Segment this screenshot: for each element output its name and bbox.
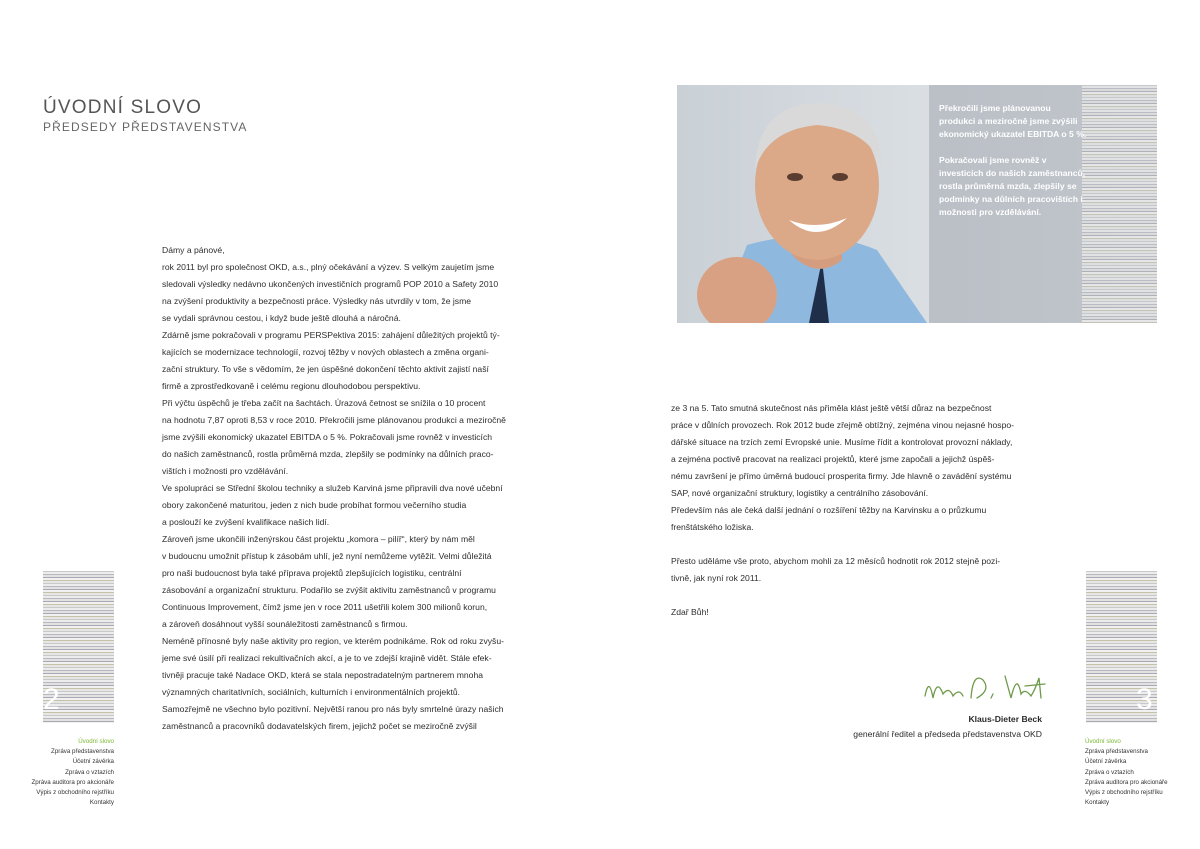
pull-quote xyxy=(939,102,1089,219)
body-line: pro naši budoucnost byla také příprava projektů zlepšujících logistiku, centrální xyxy=(162,568,462,578)
body-line: a zejména poctivě pracovat na realizaci projektů, které jsme započali a jejichž úspěš- xyxy=(671,454,995,464)
toc-item[interactable]: Zpráva auditora pro akcionáře xyxy=(31,778,114,786)
toc-item[interactable]: Zpráva představenstva xyxy=(51,748,114,756)
page-number: 3 xyxy=(1136,683,1153,716)
closing-line: Zdař Bůh! xyxy=(671,607,709,617)
body-line: Přesto uděláme vše proto, abychom mohli za 12 měsíců hodnotit rok 2012 stejně pozi- xyxy=(671,556,1001,566)
toc-item[interactable]: Zpráva auditora pro akcionáře xyxy=(1085,778,1168,786)
body-line: a zároveň dosáhnout vyšší sounáležitosti zaměstnanců s firmou. xyxy=(162,619,408,629)
body-line: dářské situace na trzích zemí Evropské unie. Musíme řídit a kontrolovat provozní náklady, xyxy=(671,437,1013,447)
body-line: Continuous Improvement, čímž jsme jen v roce 2011 ušetřili kolem 300 milionů korun, xyxy=(162,602,488,612)
toc-item[interactable]: Kontakty xyxy=(89,799,114,807)
toc-item[interactable]: Zpráva o vztazích xyxy=(1085,768,1134,776)
body-line: obory zakončené maturitou, jeden z nich bude probíhat formou večerního studia xyxy=(162,500,467,510)
toc-item[interactable]: Úvodní slovo xyxy=(1085,738,1121,745)
handwritten-signature xyxy=(921,668,1051,708)
body-line: Především nás ale čeká další jednání o rozšíření těžby na Karvinsku a o průzkumu xyxy=(671,505,987,515)
toc-item[interactable]: Účetní závěrka xyxy=(72,758,114,766)
body-line: Dámy a pánové, xyxy=(162,245,225,255)
letter-body-right xyxy=(671,400,1071,621)
table-of-contents-left xyxy=(0,737,114,808)
body-line: Ve spolupráci se Střední školou techniky a služeb Karviná jsme připravili dva nové učební xyxy=(162,483,503,493)
body-line: Při výčtu úspěchů je třeba začít na šachtách. Úrazová četnost se snížila o 10 procent xyxy=(162,398,486,408)
body-line: Neméně přínosné byly naše aktivity pro region, ve kterém podnikáme. Rok od roku zvyšu- xyxy=(162,636,505,646)
toc-item[interactable]: Kontakty xyxy=(1085,799,1110,807)
portrait-photo xyxy=(677,85,1157,323)
right-page xyxy=(600,0,1200,849)
body-line: na hodnotu 7,87 oproti 8,53 v roce 2010. Překročili jsme plánovanou produkci a meziročně xyxy=(162,415,506,425)
body-line: Zároveň jsme ukončili inženýrskou část projektu „komora – pilíř“, který by nám měl xyxy=(162,534,475,544)
pull-quote-2: Pokračovali jsme rovněž v investicích do našich zaměstnanců, rostla průměrná mzda, zlepšily se podmínky na důlních pracovištích i možnosti pro vzdělávání. xyxy=(939,155,1086,217)
photo-stripe-band xyxy=(1082,85,1157,323)
body-line: práce v důlních provozech. Rok 2012 bude zřejmě obtížný, zejména vinou nejasné hospo- xyxy=(671,420,1014,430)
body-line: frenštátského ložiska. xyxy=(671,522,754,532)
body-line: na zvýšení produktivity a bezpečnosti práce. Výsledky nás utvrdily v tom, že jsme xyxy=(162,296,472,306)
toc-item[interactable]: Výpis z obchodního rejstříku xyxy=(1085,789,1163,797)
body-line: tivněji pracuje také Nadace OKD, která se stala nepostradatelným partnerem mnoha xyxy=(162,670,483,680)
body-line: vištích i možnosti pro vzdělávání. xyxy=(162,466,289,476)
body-line: Zdárně jsme pokračovali v programu PERSPektiva 2015: zahájení důležitých projektů tý- xyxy=(162,330,500,340)
body-line: rok 2011 byl pro společnost OKD, a.s., plný očekávání a výzev. S velkým zaujetím jsme xyxy=(162,262,495,272)
body-line: zační struktury. To vše s vědomím, že jen úspěšné dokončení těchto aktivit zajistí naší xyxy=(162,364,489,374)
body-line: se vydali správnou cestou, i když bude ještě dlouhá a náročná. xyxy=(162,313,401,323)
body-line: SAP, nové organizační struktury, logistiky a centrálního zásobování. xyxy=(671,488,929,498)
signer-name: Klaus-Dieter Beck xyxy=(968,714,1042,724)
toc-item[interactable]: Zpráva představenstva xyxy=(1085,748,1148,756)
body-line: v budoucnu umožnit přístup k zásobám uhlí, jež nyní nemůžeme vytěžit. Velmi důležitá xyxy=(162,551,492,561)
body-line: významných charitativních, sociálních, kulturních i environmentálních projektů. xyxy=(162,687,461,697)
letter-body-left xyxy=(162,242,542,735)
page-title: ÚVODNÍ SLOVO xyxy=(43,97,203,118)
signer-role: generální ředitel a předseda představenstva OKD xyxy=(853,729,1042,739)
body-line: jeme své úsilí při realizaci rekultivačních akcí, a je to ve zdejší krajině vidět. Stále efek- xyxy=(162,653,492,663)
page-subtitle: PŘEDSEDY PŘEDSTAVENSTVA xyxy=(43,120,248,134)
body-line: sledovali výsledky nedávno ukončených investičních programů POP 2010 a Safety 2010 xyxy=(162,279,499,289)
toc-item[interactable]: Účetní závěrka xyxy=(1085,758,1127,766)
body-line: do našich zaměstnanců, rostla průměrná mzda, zlepšily se podmínky na důlních praco- xyxy=(162,449,494,459)
pull-quote-1: Překročili jsme plánovanou produkci a meziročně jsme zvýšili ekonomický ukazatel EBITDA o 5 %. xyxy=(939,103,1087,139)
toc-item[interactable]: Výpis z obchodního rejstříku xyxy=(36,789,114,797)
body-line: ze 3 na 5. Tato smutná skutečnost nás přiměla klást ještě větší důraz na bezpečnost xyxy=(671,403,992,413)
page-number: 2 xyxy=(43,683,60,716)
body-line: jsme zvýšili ekonomický ukazatel EBITDA o 5 %. Pokračovali jsme rovněž v investicích xyxy=(162,432,493,442)
toc-item[interactable]: Zpráva o vztazích xyxy=(65,768,114,776)
toc-item[interactable]: Úvodní slovo xyxy=(78,738,114,745)
body-line: zaměstnanců a pracovníků dodavatelských firem, jejichž počet se meziročně zvýšil xyxy=(162,721,477,731)
body-line: zásobování a organizační strukturu. Podařilo se zvýšit aktivitu zaměstnanců v programu xyxy=(162,585,496,595)
table-of-contents-right xyxy=(1085,737,1168,808)
body-line: Samozřejmě ne všechno bylo pozitivní. Největší ranou pro nás byly smrtelné úrazy našich xyxy=(162,704,504,714)
body-line: tivně, jak nyní rok 2011. xyxy=(671,573,762,583)
body-line: a poslouží ke zvýšení kvalifikace našich lidí. xyxy=(162,517,330,527)
body-line: kajících se modernizace technologií, rozvoj těžby v nových oblastech a změna organi- xyxy=(162,347,489,357)
body-line: firmě a zprostředkovaně i celému regionu dlouhodobou perspektivu. xyxy=(162,381,421,391)
body-line: nému završení je přímo úměrná budoucí prosperita firmy. Jde hlavně o zavádění systému xyxy=(671,471,1012,481)
